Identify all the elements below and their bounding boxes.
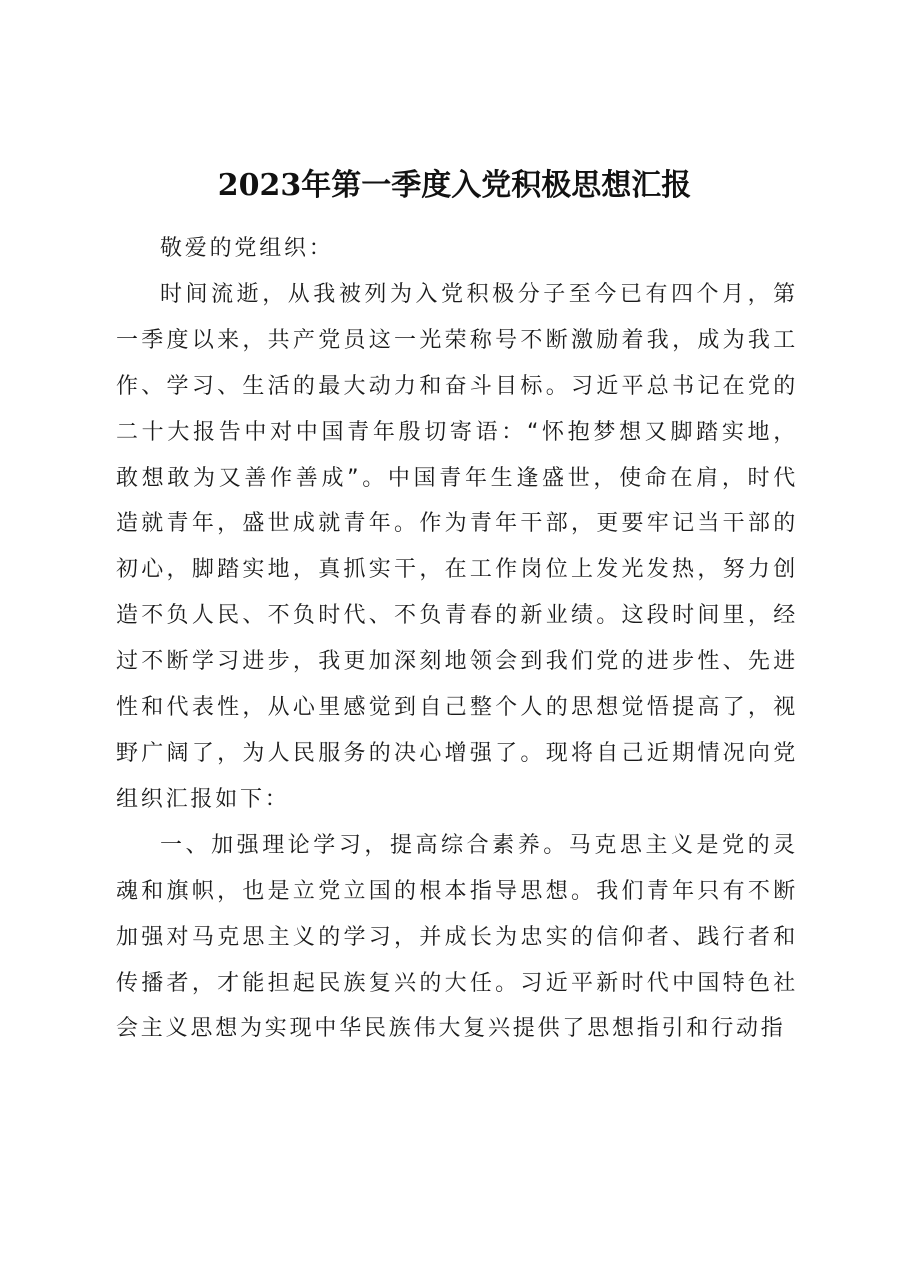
document-body — [116, 226, 798, 1052]
document-title: 2023年第一季度入党积极思想汇报 — [217, 168, 692, 203]
paragraph-section-one: 一、加强理论学习，提高综合素养。马克思主义是党的灵魂和旗帜，也是立党立国的根本指导思想。我们青年只有不断加强对马克思主义的学习，并成长为忠实的信仰者、践行者和传播者，才能担起民族复兴的大任。习近平新时代中国特色社会主义思想为实现中华民族伟大复兴提供了思想指引和行动指 — [116, 832, 798, 1042]
salutation: 敬爱的党组织： — [160, 236, 334, 261]
paragraph-intro: 时间流逝，从我被列为入党积极分子至今已有四个月，第一季度以来，共产党员这一光荣称号不断激励着我，成为我工作、学习、生活的最大动力和奋斗目标。习近平总书记在党的二十大报告中对中国青年殷切寄语：“怀抱梦想又脚踏实地，敢想敢为又善作善成”。中国青年生逢盛世，使命在肩，时代造就青年，盛世成就青年。作为青年干部，更要牢记当干部的初心，脚踏实地，真抓实干，在工作岗位上发光发热，努力创造不负人民、不负时代、不负青春的新业绩。这段时间里，经过不断学习进步，我更加深刻地领会到我们党的进步性、先进性和代表性，从心里感觉到自己整个人的思想觉悟提高了，视野广阔了，为人民服务的决心增强了。现将自己近期情况向党组织汇报如下： — [116, 281, 798, 812]
